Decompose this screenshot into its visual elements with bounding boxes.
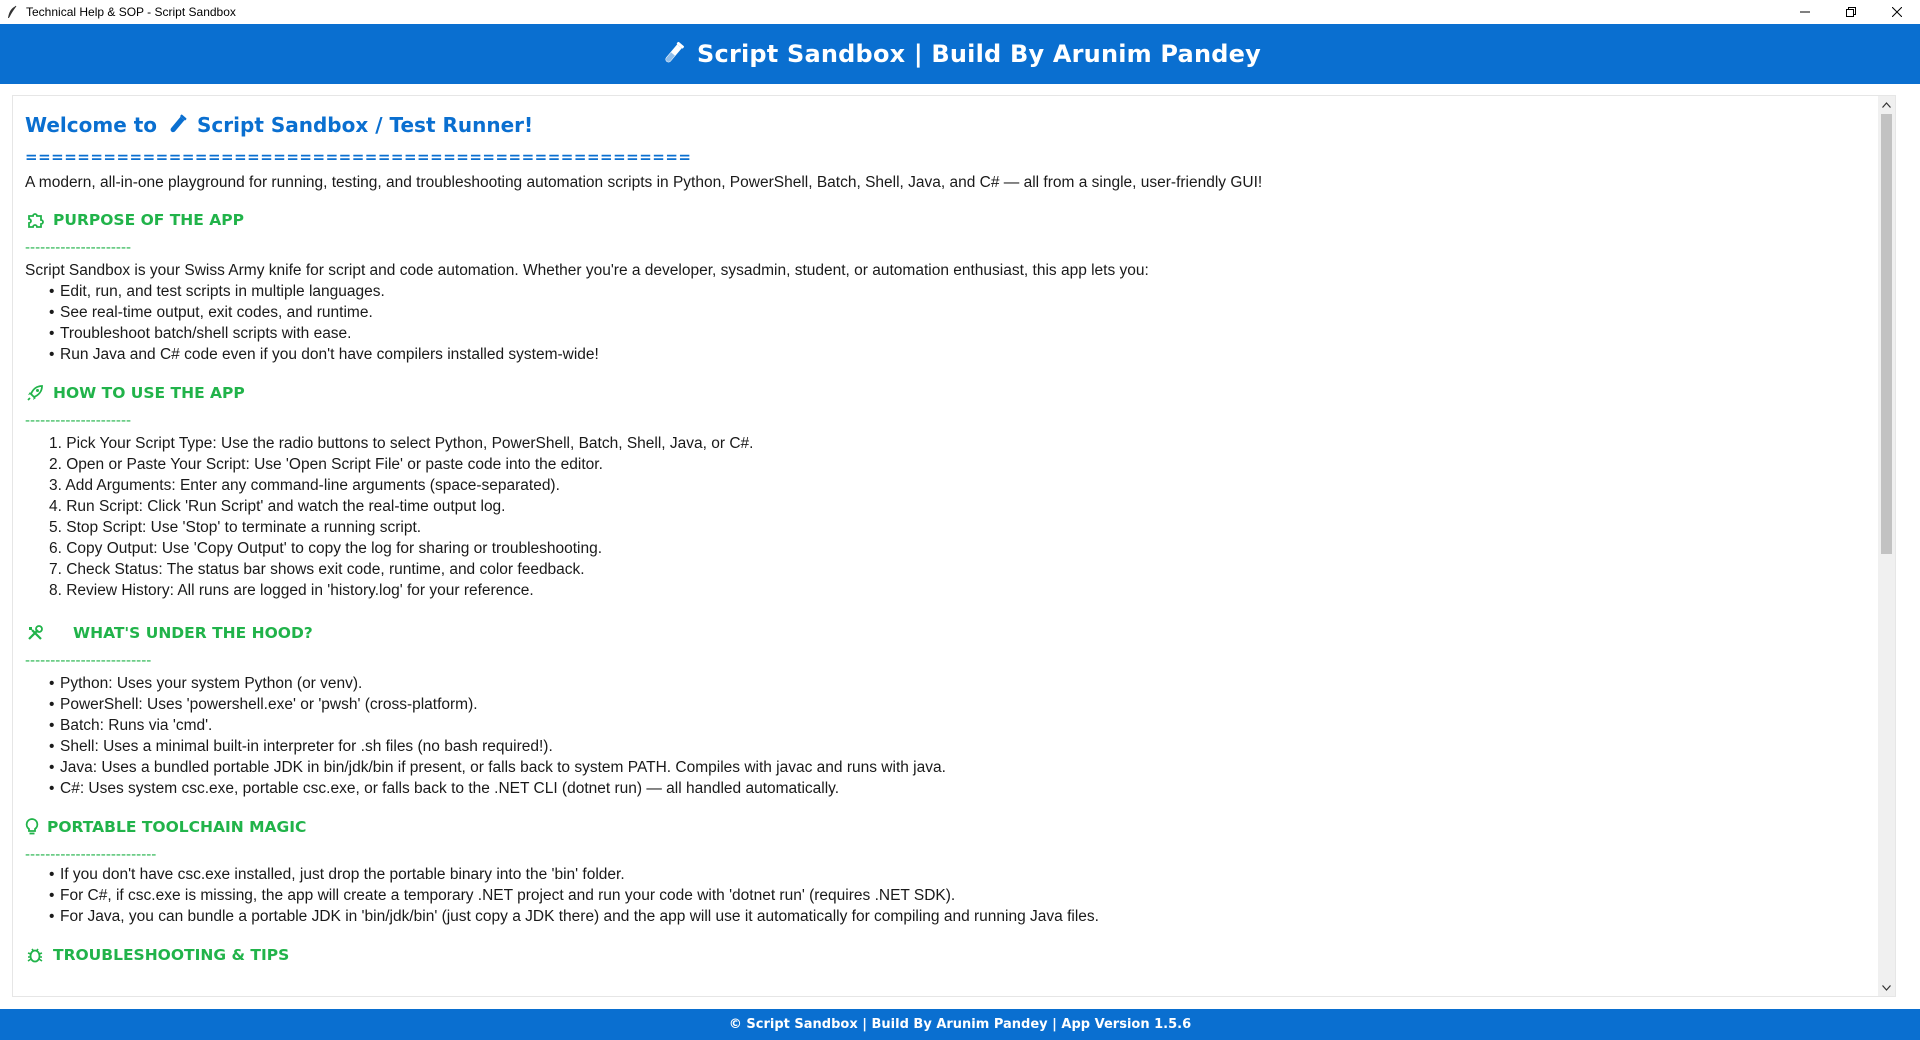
- section-divider: ---------------------: [25, 413, 132, 429]
- bullet-list: [25, 673, 1861, 799]
- section-title: [25, 622, 1861, 644]
- scroll-up-button[interactable]: [1878, 96, 1895, 113]
- vertical-scrollbar[interactable]: [1878, 96, 1895, 996]
- test-tube-icon: [659, 40, 687, 68]
- list-item: 7. Check Status: The status bar shows exit code, runtime, and color feedback.: [49, 561, 585, 578]
- section-title: [25, 209, 1861, 231]
- section-title: [25, 816, 1861, 838]
- minimize-icon: [1800, 7, 1810, 17]
- list-item: • Edit, run, and test scripts in multiple languages.: [49, 283, 385, 300]
- minimize-button[interactable]: [1782, 0, 1828, 24]
- welcome-text: Welcome to: [25, 113, 158, 137]
- window-titlebar: [0, 0, 1920, 24]
- footer-text: © Script Sandbox | Build By Arunim Pandey | App Version 1.5.6: [728, 1017, 1192, 1032]
- bullet-list: [25, 864, 1861, 927]
- window-title: Technical Help & SOP - Script Sandbox: [26, 5, 236, 19]
- list-item: • Run Java and C# code even if you don't have compilers installed system-wide!: [49, 346, 599, 363]
- rocket-icon: [25, 383, 45, 403]
- restore-icon: [1846, 7, 1856, 17]
- window-controls: [1782, 0, 1920, 24]
- section-purpose: [25, 209, 1861, 365]
- chevron-up-icon: [1882, 102, 1891, 108]
- restore-button[interactable]: [1828, 0, 1874, 24]
- list-item: 3. Add Arguments: Enter any command-line arguments (space-separated).: [49, 477, 560, 494]
- separator-line: ===================================================: [25, 148, 692, 166]
- section-title-text: PORTABLE TOOLCHAIN MAGIC: [47, 818, 307, 836]
- list-item: • See real-time output, exit codes, and runtime.: [49, 304, 373, 321]
- section-divider: -------------------------: [25, 653, 152, 669]
- list-item: 5. Stop Script: Use 'Stop' to terminate a running script.: [49, 519, 422, 536]
- section-title: [25, 944, 1861, 966]
- section-divider: --------------------------: [25, 847, 157, 863]
- list-item: • Batch: Runs via 'cmd'.: [49, 717, 213, 734]
- section-text: Script Sandbox is your Swiss Army knife for script and code automation. Whether you're a developer, sysadmin, student, or automation enthusiast, this app lets you:: [25, 262, 1149, 279]
- section-under-the-hood: [25, 622, 1861, 799]
- tools-icon: [25, 623, 45, 643]
- close-button[interactable]: [1874, 0, 1920, 24]
- lightbulb-icon: [25, 817, 39, 837]
- welcome-app-name: Script Sandbox / Test Runner!: [197, 113, 534, 137]
- list-item: • For Java, you can bundle a portable JDK in 'bin/jdk/bin' (just copy a JDK there) and the app will use it automatically for compiling and running Java files.: [49, 908, 1099, 925]
- list-item: • C#: Uses system csc.exe, portable csc.exe, or falls back to the .NET CLI (dotnet run) — all handled automatically.: [49, 780, 840, 797]
- list-item: 8. Review History: All runs are logged in 'history.log' for your reference.: [49, 582, 534, 599]
- header-title: Script Sandbox | Build By Arunim Pandey: [697, 40, 1261, 68]
- section-portable-toolchain: [25, 816, 1861, 927]
- section-troubleshooting: [25, 944, 1861, 966]
- list-item: • Shell: Uses a minimal built-in interpreter for .sh files (no bash required!).: [49, 738, 553, 755]
- help-content: [25, 106, 1861, 966]
- close-icon: [1892, 7, 1902, 17]
- intro-text: A modern, all-in-one playground for running, testing, and troubleshooting automation scripts in Python, PowerShell, Batch, Shell, Java, and C# — all from a single, user-friendly GUI!: [25, 174, 1263, 191]
- list-item: 1. Pick Your Script Type: Use the radio buttons to select Python, PowerShell, Batch, Shell, Java, or C#.: [49, 435, 754, 452]
- list-item: • Troubleshoot batch/shell scripts with ease.: [49, 325, 352, 342]
- list-item: • PowerShell: Uses 'powershell.exe' or 'pwsh' (cross-platform).: [49, 696, 478, 713]
- section-title-text: TROUBLESHOOTING & TIPS: [53, 946, 290, 964]
- chevron-down-icon: [1882, 985, 1891, 991]
- section-how-to-use: [25, 382, 1861, 601]
- section-title-text: PURPOSE OF THE APP: [53, 211, 244, 229]
- section-title-text: WHAT'S UNDER THE HOOD?: [73, 624, 313, 642]
- section-title-text: HOW TO USE THE APP: [53, 384, 245, 402]
- welcome-heading: [25, 110, 1861, 140]
- scroll-thumb[interactable]: [1881, 114, 1892, 554]
- bullet-list: [25, 281, 1861, 365]
- test-tube-icon: [165, 113, 189, 137]
- app-header: [0, 24, 1920, 84]
- list-item: 6. Copy Output: Use 'Copy Output' to copy the log for sharing or troubleshooting.: [49, 540, 603, 557]
- help-content-frame[interactable]: [12, 95, 1896, 997]
- list-item: 2. Open or Paste Your Script: Use 'Open Script File' or paste code into the editor.: [49, 456, 603, 473]
- list-item: • For C#, if csc.exe is missing, the app will create a temporary .NET project and run your code with 'dotnet run' (requires .NET SDK).: [49, 887, 956, 904]
- puzzle-icon: [25, 210, 45, 230]
- section-divider: ---------------------: [25, 240, 132, 256]
- section-title: [25, 382, 1861, 404]
- scroll-down-button[interactable]: [1878, 979, 1895, 996]
- app-footer: [0, 1009, 1920, 1040]
- list-item: • If you don't have csc.exe installed, just drop the portable binary into the 'bin' folder.: [49, 866, 625, 883]
- bug-icon: [25, 945, 45, 965]
- list-item: • Python: Uses your system Python (or venv).: [49, 675, 363, 692]
- list-item: • Java: Uses a bundled portable JDK in bin/jdk/bin if present, or falls back to system PATH. Compiles with javac and runs with java.: [49, 759, 946, 776]
- list-item: 4. Run Script: Click 'Run Script' and watch the real-time output log.: [49, 498, 506, 515]
- feather-icon: [4, 4, 20, 20]
- steps-list: [25, 433, 1861, 601]
